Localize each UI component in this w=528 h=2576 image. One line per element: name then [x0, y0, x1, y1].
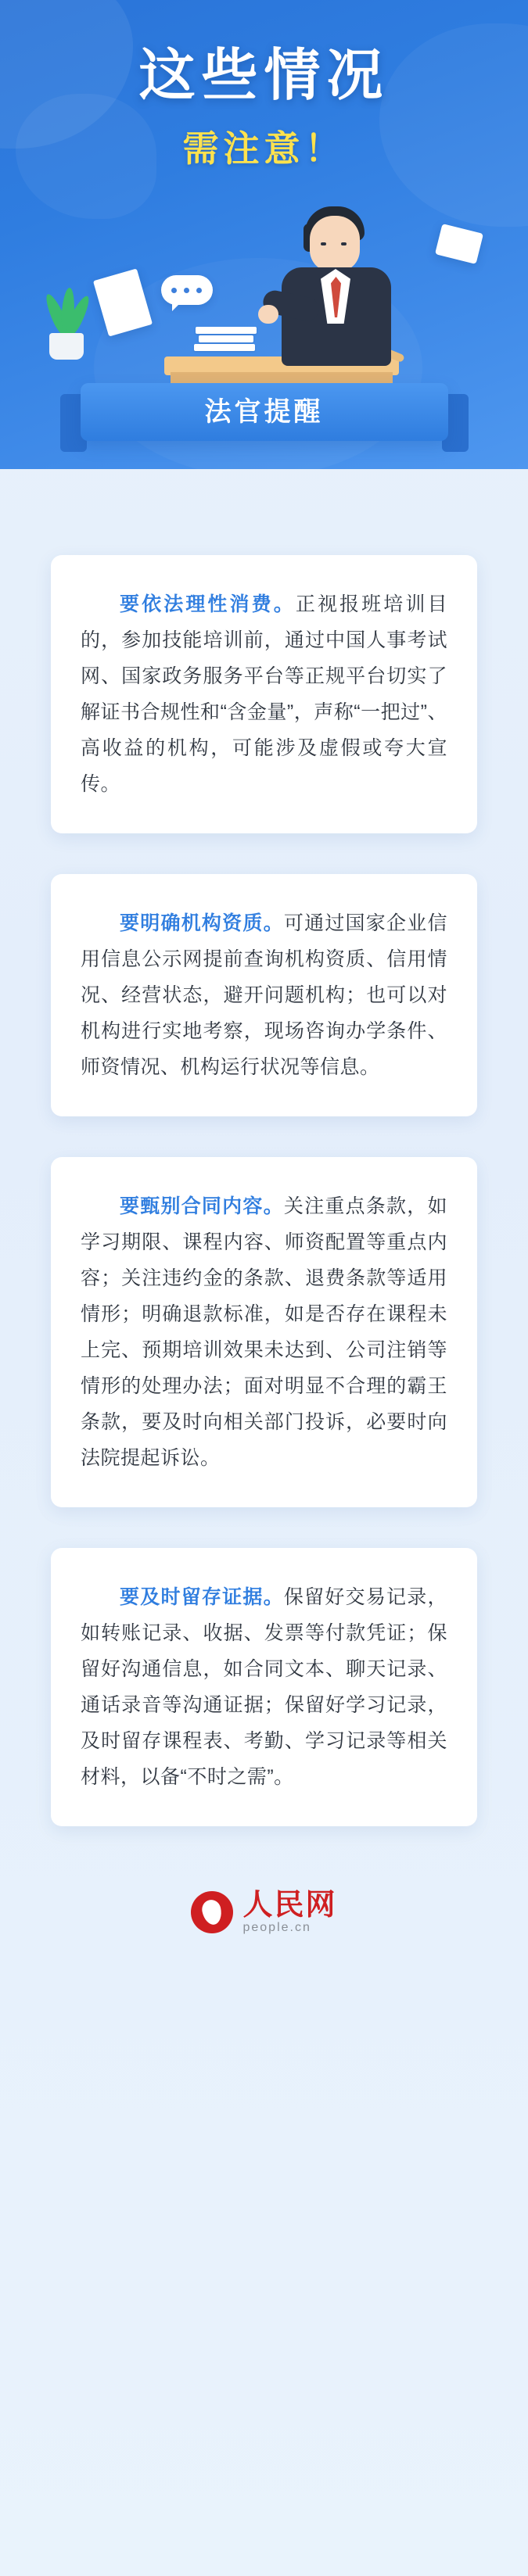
- tip-card-3-lead: 要甄别合同内容。: [120, 1195, 284, 1217]
- tip-card-3: [51, 1157, 477, 1507]
- tip-card-2-text: [81, 905, 447, 1085]
- hero-section: [0, 0, 528, 469]
- tips-card-list: [0, 469, 528, 1826]
- tip-card-3-text: [81, 1188, 447, 1476]
- page-title: 这些情况: [138, 45, 390, 107]
- paper-sheet-icon: [93, 268, 153, 336]
- tip-card-1-lead: 要依法理性消费。: [120, 593, 296, 615]
- tip-card-3-body: 关注重点条款，如学习期限、课程内容、师资配置等重点内容；关注违约金的条款、退费条款等适用情形；明确退款标准，如是否存在课程未上完、预期培训效果未达到、公司注销等情形的处理办法；面对明显不合理的霸王条款，要及时向相关部门投诉，必要时向法院提起诉讼。: [81, 1195, 447, 1469]
- tip-card-1-text: [81, 586, 447, 802]
- page-subtitle-wrapper: [0, 116, 528, 177]
- page-subtitle: 需注意！: [182, 128, 346, 169]
- judge-character-illustration: [258, 202, 422, 366]
- speech-bubble-icon: [161, 275, 213, 305]
- logo-name-cn: 人民网: [242, 1889, 337, 1922]
- plant-icon: [43, 274, 90, 360]
- paper-sheet-icon: [435, 224, 483, 264]
- tip-card-2-body: 可通过国家企业信用信息公示网提前查询机构资质、信用情况、经营状态，避开问题机构；也可以对机构进行实地考察，现场咨询办学条件、师资情况、机构运行状况等信息。: [81, 912, 447, 1078]
- tip-card-4: [51, 1548, 477, 1826]
- footer: [0, 1867, 528, 1973]
- logo-text-block: [242, 1890, 336, 1935]
- section-banner: 法官提醒: [81, 383, 448, 441]
- logo-name-en: people.cn: [242, 1920, 311, 1934]
- tip-card-2: [51, 874, 477, 1116]
- document-stack-icon: [196, 327, 257, 358]
- hero-illustration: [0, 180, 528, 414]
- people-cn-logo-icon: [191, 1891, 233, 1933]
- site-logo[interactable]: [191, 1890, 336, 1935]
- tip-card-4-text: [81, 1579, 447, 1795]
- section-banner-wrapper: [0, 383, 528, 441]
- speech-bubble-tail: [172, 302, 181, 311]
- tip-card-4-lead: 要及时留存证据。: [120, 1586, 284, 1608]
- tip-card-1-body: 正视报班培训目的，参加技能培训前，通过中国人事考试网、国家政务服务平台等正规平台切实了解证书合规性和“含金量”，声称“一把过”、高收益的机构，可能涉及虚假或夸大宣传。: [81, 593, 447, 795]
- tip-card-2-lead: 要明确机构资质。: [120, 912, 284, 934]
- tip-card-1: [51, 555, 477, 833]
- tip-card-4-body: 保留好交易记录，如转账记录、收据、发票等付款凭证；保留好沟通信息，如合同文本、聊天记录、通话录音等沟通证据；保留好学习记录，及时留存课程表、考勤、学习记录等相关材料，以备“不时之需”。: [81, 1586, 447, 1788]
